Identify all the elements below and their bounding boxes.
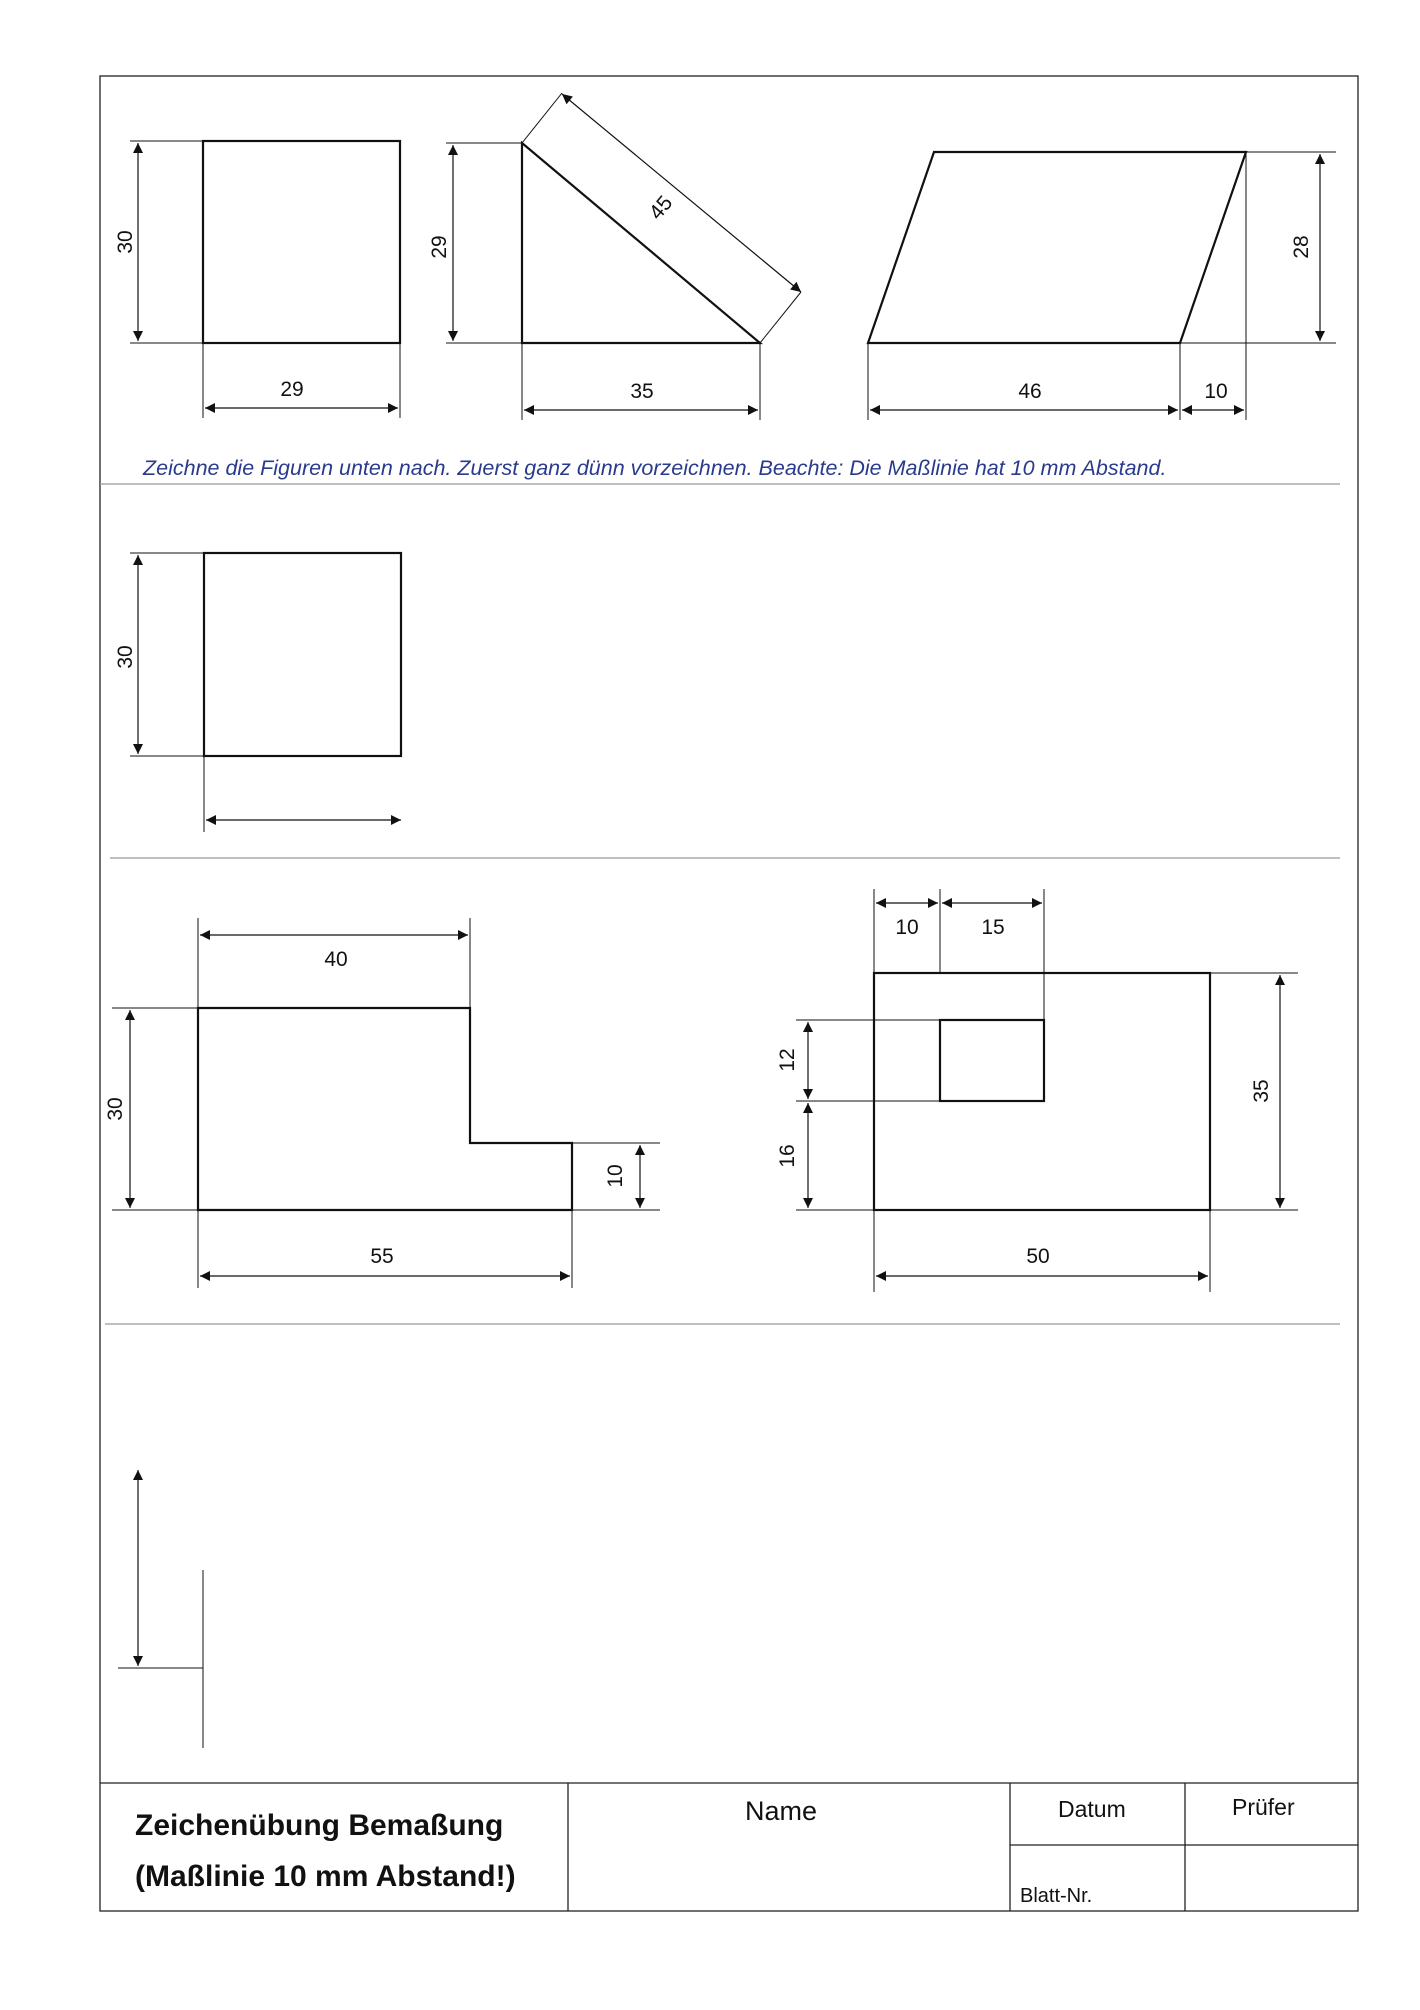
title-block-title-line2: (Maßlinie 10 mm Abstand!) bbox=[135, 1860, 516, 1893]
example-step-shape bbox=[112, 918, 660, 1288]
dim-triangle-base: 35 bbox=[630, 380, 654, 403]
dim-plate-height: 35 bbox=[1250, 1079, 1273, 1103]
dim-step-low-height: 10 bbox=[604, 1164, 627, 1188]
dim-parallelogram-offset: 10 bbox=[1204, 380, 1228, 403]
practice-square bbox=[130, 553, 401, 832]
dim-window-height: 12 bbox=[776, 1048, 799, 1072]
dim-window-width: 15 bbox=[981, 916, 1005, 939]
dim-triangle-hypotenuse: 45 bbox=[644, 191, 678, 225]
dim-parallelogram-height: 28 bbox=[1290, 235, 1313, 259]
example-triangle bbox=[446, 93, 801, 420]
example-plate-with-window bbox=[796, 889, 1298, 1292]
dim-parallelogram-base: 46 bbox=[1018, 380, 1042, 403]
dim-triangle-height: 29 bbox=[428, 235, 451, 259]
example-parallelogram bbox=[868, 152, 1336, 420]
dim-window-bottom-offset: 16 bbox=[776, 1144, 799, 1168]
dim-square-height: 30 bbox=[114, 230, 137, 254]
dim-step-top-width: 40 bbox=[324, 948, 348, 971]
instruction-text: Zeichne die Figuren unten nach. Zuerst ganz dünn vorzeichnen. Beachte: Die Maßlinie hat 10 mm Abstand. bbox=[143, 456, 1167, 480]
dim-window-left-offset: 10 bbox=[895, 916, 919, 939]
dim-square-width: 29 bbox=[280, 378, 304, 401]
example-square bbox=[130, 141, 400, 418]
page-frame bbox=[100, 76, 1358, 1911]
title-block-title-line1: Zeichenübung Bemaßung bbox=[135, 1809, 504, 1842]
title-block-name-label: Name bbox=[745, 1796, 818, 1826]
dim-plate-width: 50 bbox=[1026, 1245, 1050, 1268]
dim-step-height: 30 bbox=[104, 1097, 127, 1121]
dim-practice-square-height: 30 bbox=[114, 645, 137, 669]
title-block-sheet-label: Blatt-Nr. bbox=[1020, 1885, 1093, 1907]
practice-empty-area bbox=[118, 1470, 203, 1748]
title-block-date-label: Datum bbox=[1058, 1796, 1126, 1822]
dim-step-total-width: 55 bbox=[370, 1245, 394, 1268]
title-block-checker-label: Prüfer bbox=[1232, 1794, 1295, 1820]
